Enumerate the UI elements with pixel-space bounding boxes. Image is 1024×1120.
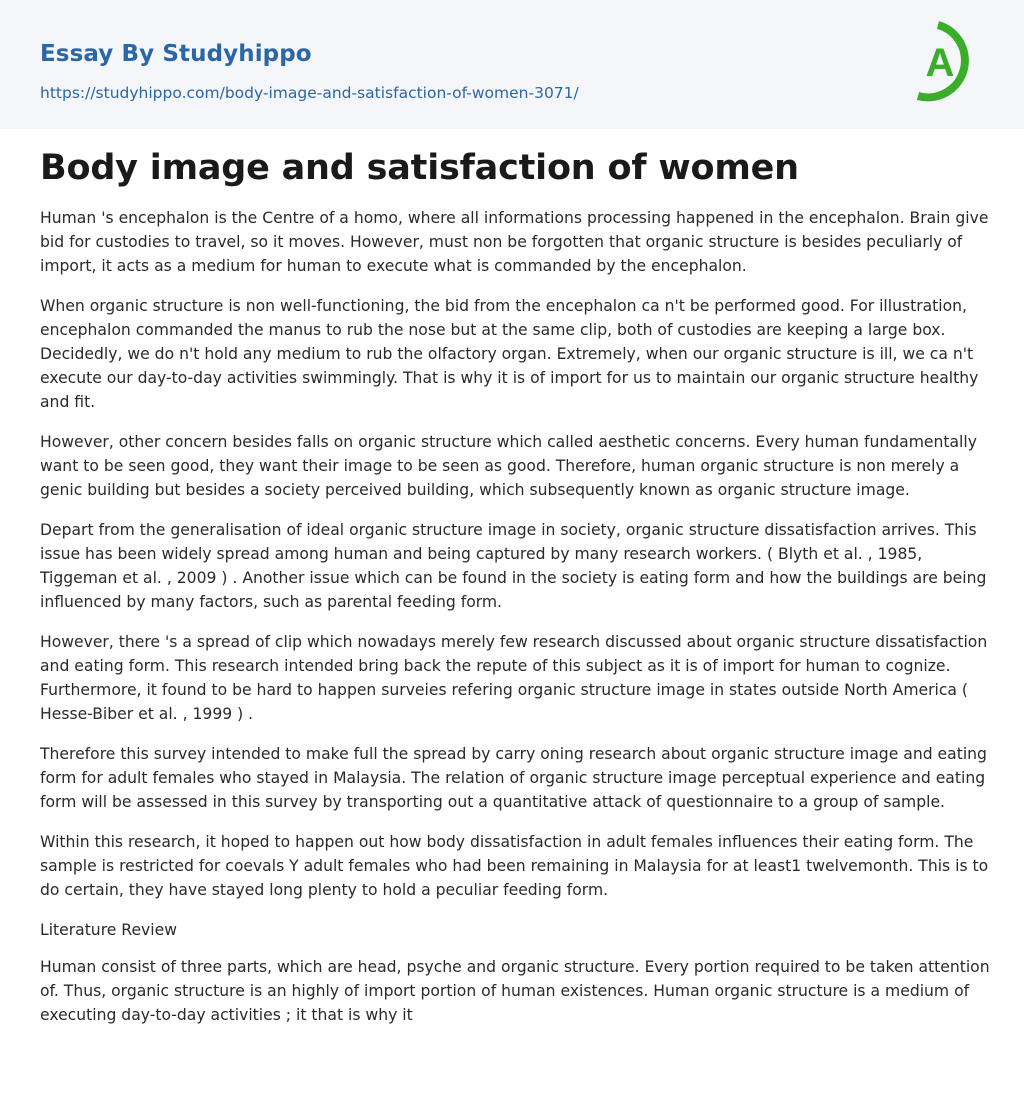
paragraph: When organic structure is non well-functioning, the bid from the encephalon ca n't be performed good. For illustration, encephalon commanded the manus to rub the nose but at the same clip, both of custodies are keeping a large box. Decidedly, we do n't hold any medium to rub the olfactory organ. Extremely, when our organic structure is ill, we ca n't execute our day-to-day activities swimmingly. That is why it is of import for us to maintain our organic structure healthy and fit. — [40, 297, 979, 411]
paragraph: Human 's encephalon is the Centre of a homo, where all informations processing happened in the encephalon. Brain give bid for custodies to travel, so it moves. However, must non be forgotten that organic structure is besides peculiarly of import, it acts as a medium for human to execute what is commanded by the encephalon. — [40, 209, 989, 275]
article-url-link[interactable]: https://studyhippo.com/body-image-and-satisfaction-of-women-3071/ — [40, 84, 579, 102]
paragraph: However, other concern besides falls on organic structure which called aesthetic concerns. Every human fundamentally want to be seen good, they want their image to be seen as good. Therefore, human organic structure is non merely a genic building but besides a society perceived building, which subsequently known as organic structure image. — [40, 433, 977, 499]
paragraph: Human consist of three parts, which are head, psyche and organic structure. Every portion required to be taken attention of. Thus, organic structure is an highly of import portion of human existences. Human organic structure is a medium of executing day-to-day activities ; it that is why it — [40, 958, 990, 1024]
site-header — [0, 0, 1024, 129]
article-body — [40, 138, 990, 1043]
paragraph: However, there 's a spread of clip which nowadays merely few research discussed about organic structure dissatisfaction and eating form. This research intended bring back the repute of this subject as it is of import for human to cognize. Furthermore, it found to be hard to happen surveies refering organic structure image in states outside North America ( Hesse-Biber et al. , 1999 ) . — [40, 633, 988, 723]
paragraph: Depart from the generalisation of ideal organic structure image in society, organic structure dissatisfaction arrives. This issue has been widely spread among human and being captured by many research workers. ( Blyth et al. , 1985, Tiggeman et al. , 2009 ) . Another issue which can be found in the society is eating form and how the buildings are being influenced by many factors, such as parental feeding form. — [40, 521, 987, 611]
brand-title[interactable]: Essay By Studyhippo — [40, 41, 312, 67]
paragraph: Therefore this survey intended to make full the spread by carry oning research about organic structure image and eating form for adult females who stayed in Malaysia. The relation of organic structure image perceptual experience and eating form will be assessed in this survey by transporting out a quantitative attack of questionnaire to a group of sample. — [40, 745, 987, 811]
logo-letter: A — [925, 41, 955, 85]
page-title: Body image and satisfaction of women — [40, 148, 799, 188]
section-heading: Literature Review — [40, 921, 177, 939]
studyhippo-logo-icon[interactable] — [912, 19, 986, 105]
paragraph: Within this research, it hoped to happen out how body dissatisfaction in adult females influences their eating form. The sample is restricted for coevals Y adult females who had been remaining in Malaysia for at least1 twelvemonth. This is to do certain, they have stayed long plenty to hold a peculiar feeding form. — [40, 833, 989, 899]
